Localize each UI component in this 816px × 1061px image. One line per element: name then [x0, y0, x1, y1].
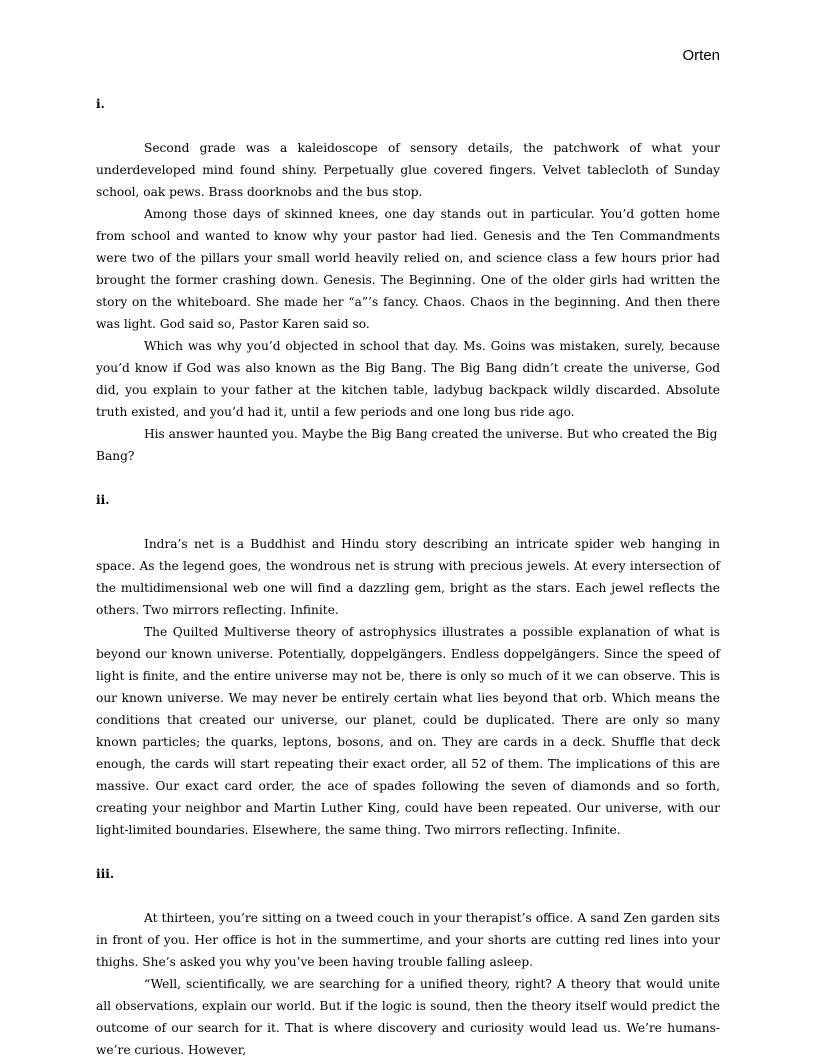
paragraph: “Well, scientifically, we are searching for a unified theory, right? A theory that would unite all observations, explain our world. But if the logic is sound, then the theory itself would predict the outcome of our search for it. That is where discovery and curiosity would lead us. We’re humans- we’re curious. However,	[96, 977, 720, 1057]
section-ii	[96, 489, 720, 841]
section-i	[96, 93, 720, 467]
paragraph: The Quilted Multiverse theory of astrophysics illustrates a possible explanation of what is beyond our known universe. Potentially, doppelgängers. Endless doppelgängers. Since the speed of light is finite, and the entire universe may not be, there is only so much of it we can observe. This is our known universe. We may never be entirely certain what lies beyond that orb. Which means the conditions that created our universe, our planet, could be duplicated. There are only so many known particles; the quarks, leptons, bosons, and on. They are cards in a deck. Shuffle that deck enough, the cards will start repeating their exact order, all 52 of them. The implications of this are massive. Our exact card order, the ace of spades following the seven of diamonds and so forth, creating your neighbor and Martin Luther King, could have been repeated. Our universe, with our light-limited boundaries. Elsewhere, the same thing. Two mirrors reflecting. Infinite.	[96, 625, 720, 837]
paragraph: Among those days of skinned knees, one day stands out in particular. You’d gotten home from school and wanted to know why your pastor had lied. Genesis and the Ten Commandments were two of the pillars your small world heavily relied on, and science class a few hours prior had brought the former crashing down. Genesis. The Beginning. One of the older girls had written the story on the whiteboard. She made her “a”’s fancy. Chaos. Chaos in the beginning. And then there was light. God said so, Pastor Karen said so.	[96, 207, 720, 331]
paragraph: Indra’s net is a Buddhist and Hindu story describing an intricate spider web hanging in space. As the legend goes, the wondrous net is strung with precious jewels. At every intersection of the multidimensional web one will find a dazzling gem, bright as the stars. Each jewel reflects the others. Two mirrors reflecting. Infinite.	[96, 537, 720, 617]
section-heading: i.	[96, 97, 105, 111]
paragraph: His answer haunted you. Maybe the Big Bang created the universe. But who created the Big Bang?	[96, 427, 718, 463]
essay-body	[96, 93, 720, 1061]
section-heading: ii.	[96, 493, 110, 507]
section-heading: iii.	[96, 867, 115, 881]
section-iii	[96, 863, 720, 1061]
paragraph: Second grade was a kaleidoscope of sensory details, the patchwork of what your underdeveloped mind found shiny. Perpetually glue covered fingers. Velvet tablecloth of Sunday school, oak pews. Brass doorknobs and the bus stop.	[96, 141, 720, 199]
paragraph: Which was why you’d objected in school that day. Ms. Goins was mistaken, surely, because you’d know if God was also known as the Big Bang. The Big Bang didn’t create the universe, God did, you explain to your father at the kitchen table, ladybug backpack wildly discarded. Absolute truth existed, and you’d had it, until a few periods and one long bus ride ago.	[96, 339, 720, 419]
paragraph: At thirteen, you’re sitting on a tweed couch in your therapist’s office. A sand Zen garden sits in front of you. Her office is hot in the summertime, and your shorts are cutting red lines into your thighs. She’s asked you why you’ve been having trouble falling asleep.	[96, 911, 720, 969]
author-header: Orten	[682, 47, 720, 64]
